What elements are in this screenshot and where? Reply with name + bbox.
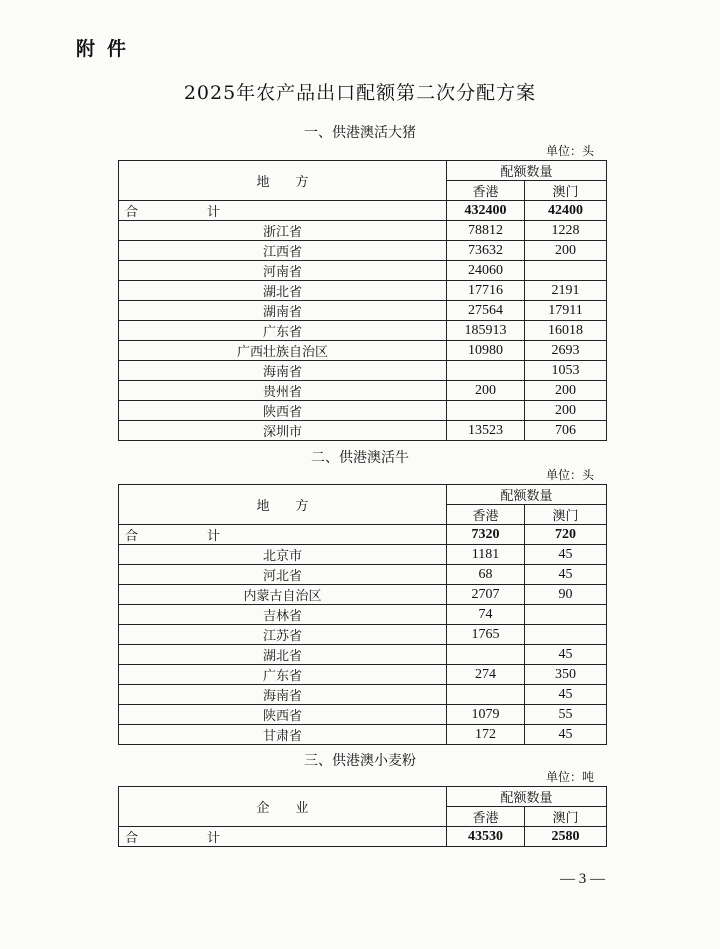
region-cell: 广西壮族自治区 (119, 341, 447, 361)
unit-label-pigs: 单位：头 (545, 144, 594, 158)
page-number: — 3 — (560, 871, 605, 887)
total-hk: 7320 (447, 525, 525, 545)
attachment-label: 附件 (76, 38, 139, 60)
table-row (119, 625, 607, 645)
hk-cell: 24060 (447, 261, 525, 281)
section-title-flour: 三、供港澳小麦粉 (304, 753, 416, 769)
column-header-mo: 澳门 (525, 181, 607, 201)
hk-cell: 68 (447, 565, 525, 585)
region-cell: 浙江省 (119, 221, 447, 241)
mo-cell: 16018 (525, 321, 607, 341)
hk-cell (447, 685, 525, 705)
region-cell: 甘肃省 (119, 725, 447, 745)
table-row (119, 565, 607, 585)
hk-cell: 27564 (447, 301, 525, 321)
section-title-pigs: 一、供港澳活大猪 (304, 125, 416, 141)
table-row (119, 361, 607, 381)
column-header-mo: 澳门 (525, 807, 607, 827)
column-header-region: 地 方 (119, 485, 447, 525)
table-row (119, 665, 607, 685)
column-header-hk: 香港 (447, 807, 525, 827)
document-title: 2025年农产品出口配额第二次分配方案 (183, 82, 537, 104)
region-cell: 河南省 (119, 261, 447, 281)
mo-cell: 2693 (525, 341, 607, 361)
column-header-hk: 香港 (447, 181, 525, 201)
table-row (119, 281, 607, 301)
column-header-mo: 澳门 (525, 505, 607, 525)
region-cell: 海南省 (119, 361, 447, 381)
table-row (119, 241, 607, 261)
table-row (119, 221, 607, 241)
table-row (119, 685, 607, 705)
hk-cell (447, 361, 525, 381)
region-cell: 内蒙古自治区 (119, 585, 447, 605)
table-row (119, 261, 607, 281)
mo-cell: 706 (525, 421, 607, 441)
table-row (119, 645, 607, 665)
total-hk: 43530 (447, 827, 525, 847)
region-cell: 湖南省 (119, 301, 447, 321)
total-mo: 720 (525, 525, 607, 545)
table-row (119, 605, 607, 625)
table-row (119, 421, 607, 441)
mo-cell: 55 (525, 705, 607, 725)
region-cell: 湖北省 (119, 645, 447, 665)
table-row (119, 321, 607, 341)
unit-label-cattle: 单位：头 (545, 468, 594, 482)
total-mo: 42400 (525, 201, 607, 221)
hk-cell: 17716 (447, 281, 525, 301)
region-cell: 海南省 (119, 685, 447, 705)
table-row (119, 705, 607, 725)
hk-cell: 74 (447, 605, 525, 625)
region-cell: 广东省 (119, 665, 447, 685)
table-row (119, 381, 607, 401)
column-header-quota: 配额数量 (447, 161, 607, 181)
column-header-region: 地 方 (119, 161, 447, 201)
mo-cell: 1228 (525, 221, 607, 241)
region-cell: 河北省 (119, 565, 447, 585)
table-row (119, 545, 607, 565)
table-row (119, 341, 607, 361)
column-header-quota: 配额数量 (447, 787, 607, 807)
mo-cell: 45 (525, 725, 607, 745)
table-row (119, 401, 607, 421)
table-row (119, 725, 607, 745)
quota-table-cattle (118, 484, 607, 745)
table-row (119, 301, 607, 321)
region-cell: 江西省 (119, 241, 447, 261)
column-header-hk: 香港 (447, 505, 525, 525)
region-cell: 深圳市 (119, 421, 447, 441)
quota-table-flour (118, 786, 607, 847)
hk-cell: 1765 (447, 625, 525, 645)
mo-cell (525, 605, 607, 625)
hk-cell: 73632 (447, 241, 525, 261)
column-header-quota: 配额数量 (447, 485, 607, 505)
region-cell: 陕西省 (119, 401, 447, 421)
hk-cell: 274 (447, 665, 525, 685)
mo-cell: 17911 (525, 301, 607, 321)
region-cell: 北京市 (119, 545, 447, 565)
region-cell: 湖北省 (119, 281, 447, 301)
region-cell: 吉林省 (119, 605, 447, 625)
hk-cell (447, 401, 525, 421)
region-cell: 广东省 (119, 321, 447, 341)
region-cell: 陕西省 (119, 705, 447, 725)
mo-cell: 2191 (525, 281, 607, 301)
quota-table-pigs (118, 160, 607, 441)
mo-cell: 200 (525, 241, 607, 261)
mo-cell: 350 (525, 665, 607, 685)
total-label: 合 计 (119, 201, 447, 221)
section-title-cattle: 二、供港澳活牛 (311, 450, 409, 466)
mo-cell: 45 (525, 645, 607, 665)
region-cell: 贵州省 (119, 381, 447, 401)
hk-cell: 10980 (447, 341, 525, 361)
mo-cell: 90 (525, 585, 607, 605)
unit-label-flour: 单位：吨 (545, 770, 594, 784)
hk-cell: 200 (447, 381, 525, 401)
hk-cell: 78812 (447, 221, 525, 241)
mo-cell (525, 261, 607, 281)
mo-cell: 45 (525, 545, 607, 565)
total-mo: 2580 (525, 827, 607, 847)
total-label: 合 计 (119, 827, 447, 847)
hk-cell: 172 (447, 725, 525, 745)
total-label: 合 计 (119, 525, 447, 545)
total-hk: 432400 (447, 201, 525, 221)
mo-cell: 45 (525, 685, 607, 705)
mo-cell: 45 (525, 565, 607, 585)
hk-cell: 1079 (447, 705, 525, 725)
mo-cell: 1053 (525, 361, 607, 381)
region-cell: 江苏省 (119, 625, 447, 645)
column-header-enterprise: 企 业 (119, 787, 447, 827)
hk-cell: 185913 (447, 321, 525, 341)
mo-cell (525, 625, 607, 645)
hk-cell: 1181 (447, 545, 525, 565)
mo-cell: 200 (525, 401, 607, 421)
mo-cell: 200 (525, 381, 607, 401)
hk-cell (447, 645, 525, 665)
hk-cell: 2707 (447, 585, 525, 605)
hk-cell: 13523 (447, 421, 525, 441)
table-row (119, 585, 607, 605)
